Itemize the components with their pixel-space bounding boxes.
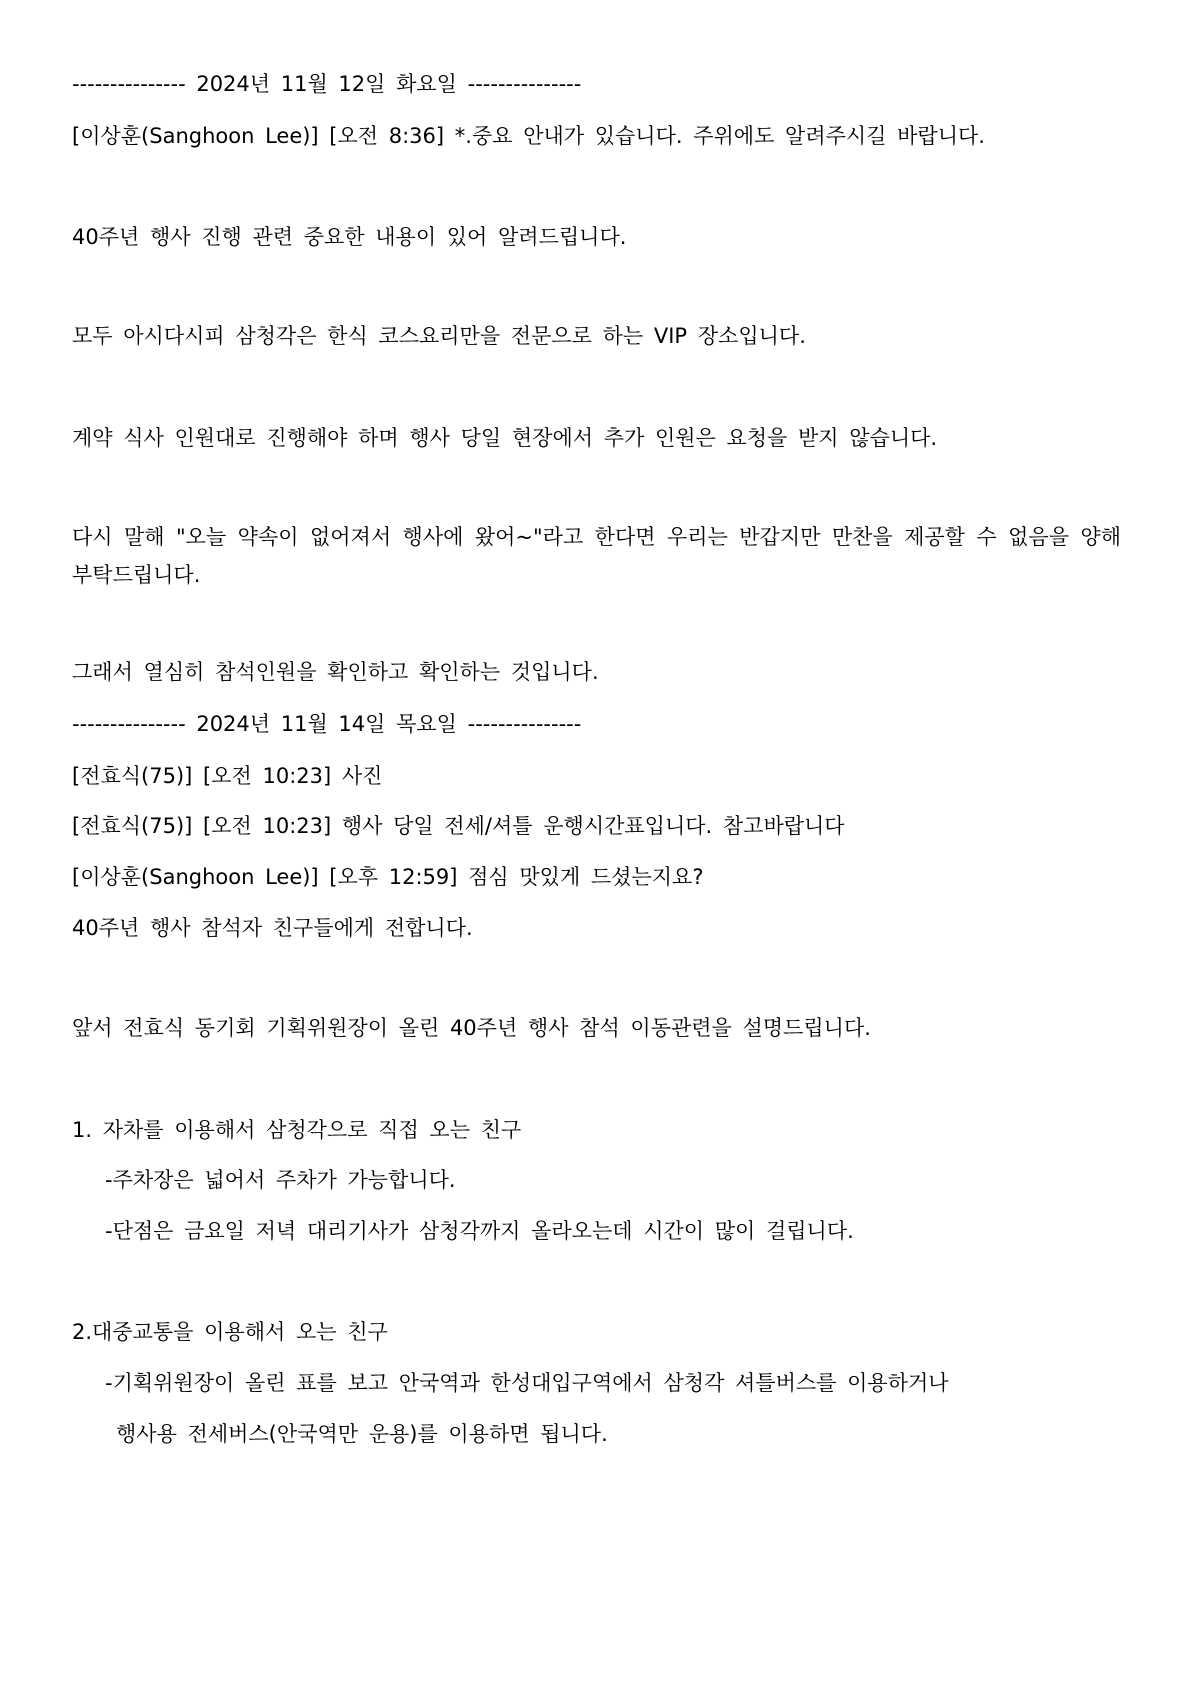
list-item-detail: -주차장은 넓어서 주차가 가능합니다. (105, 1168, 456, 1192)
message-line: [전효식(75)] [오전 10:23] 사진 (72, 764, 383, 788)
date-separator: --------------- 2024년 11월 12일 화요일 --------------- (72, 72, 582, 96)
list-item-detail: 행사용 전세버스(안국역만 운용)를 이용하면 됩니다. (116, 1422, 608, 1446)
message-line: 모두 아시다시피 삼청각은 한식 코스요리만을 전문으로 하는 VIP 장소입니다. (72, 324, 806, 348)
date-separator: --------------- 2024년 11월 14일 목요일 --------------- (72, 712, 582, 736)
message-line: [전효식(75)] [오전 10:23] 행사 당일 전세/셔틀 운행시간표입니다. 참고바랍니다 (72, 814, 845, 838)
message-line: 40주년 행사 진행 관련 중요한 내용이 있어 알려드립니다. (72, 225, 627, 249)
message-line: 계약 식사 인원대로 진행해야 하며 행사 당일 현장에서 추가 인원은 요청을 받지 않습니다. (72, 426, 938, 450)
list-item-heading: 1. 자차를 이용해서 삼청각으로 직접 오는 친구 (72, 1118, 522, 1142)
message-line: [이상훈(Sanghoon Lee)] [오후 12:59] 점심 맛있게 드셨는지요? (72, 865, 704, 889)
message-line: 그래서 열심히 참석인원을 확인하고 확인하는 것입니다. (72, 660, 599, 684)
message-line: [이상훈(Sanghoon Lee)] [오전 8:36] *.중요 안내가 있습니다. 주위에도 알려주시길 바랍니다. (72, 124, 985, 148)
message-paragraph: 다시 말해 "오늘 약속이 없어져서 행사에 왔어~"라고 한다면 우리는 반갑지만 만찬을 제공할 수 없음을 양해 부탁드립니다. (72, 525, 1121, 587)
message-line: 앞서 전효식 동기회 기획위원장이 올린 40주년 행사 참석 이동관련을 설명드립니다. (72, 1016, 871, 1040)
list-item-detail: -단점은 금요일 저녁 대리기사가 삼청각까지 올라오는데 시간이 많이 걸립니다. (105, 1219, 854, 1243)
list-item-detail: -기획위원장이 올린 표를 보고 안국역과 한성대입구역에서 삼청각 셔틀버스를 이용하거나 (105, 1371, 949, 1395)
message-line: 40주년 행사 참석자 친구들에게 전합니다. (72, 916, 473, 940)
list-item-heading: 2.대중교통을 이용해서 오는 친구 (72, 1320, 388, 1344)
